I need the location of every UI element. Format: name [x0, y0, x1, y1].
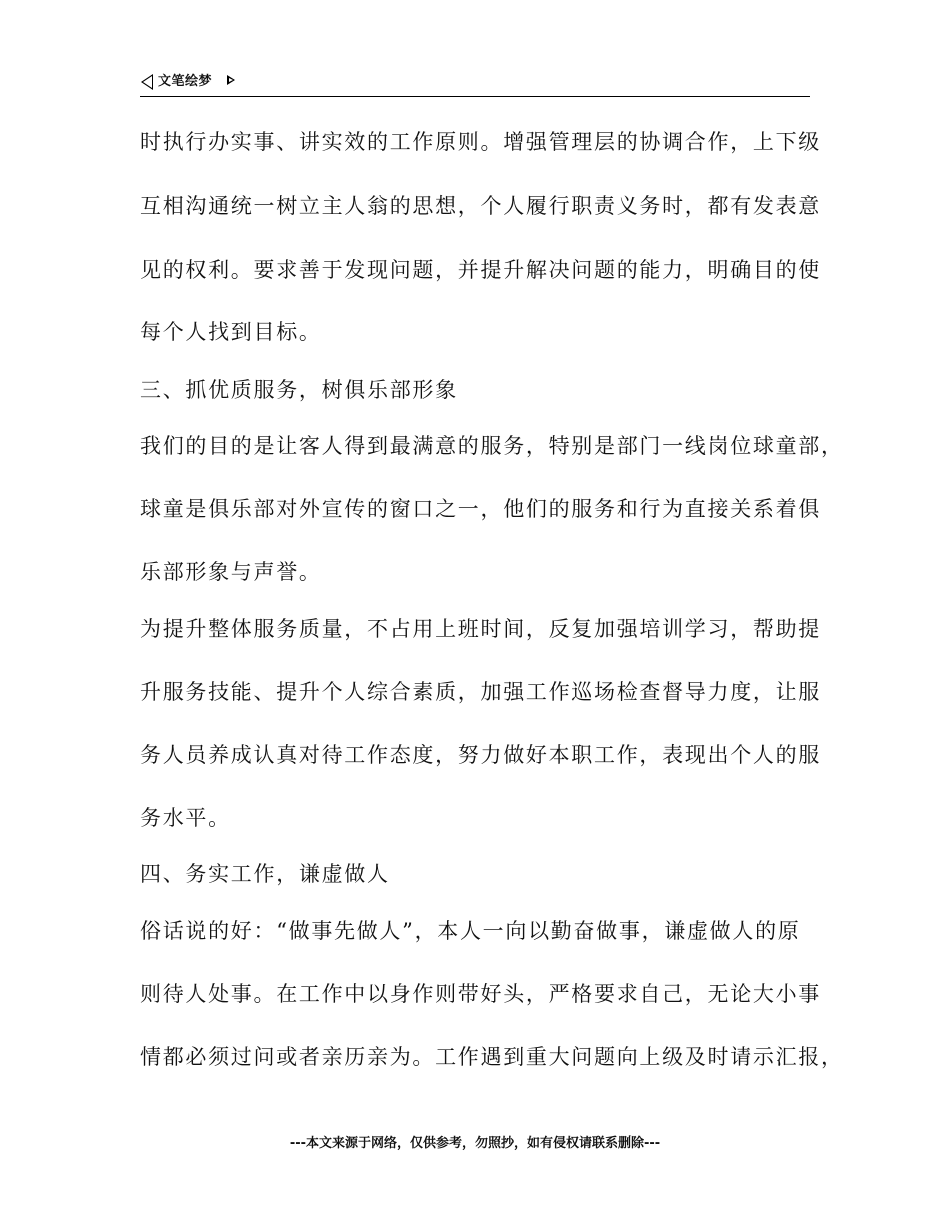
triangle-left-icon	[140, 74, 153, 90]
section-heading: 四、务实工作，谦虚做人	[140, 862, 390, 886]
page-footer: ---本文来源于网络，仅供参考，勿照抄，如有侵权请联系删除---	[289, 1136, 661, 1151]
section-heading: 三、抓优质服务，树俱乐部形象	[140, 378, 458, 402]
body-line: 互相沟通统一树立主人翁的思想，个人履行职责义务时，都有发表意	[140, 194, 821, 218]
body-line: 务人员养成认真对待工作态度，努力做好本职工作，表现出个人的服	[140, 743, 821, 767]
body-line: 则待人处事。在工作中以身作则带好头，严格要求自己，无论大小事	[140, 982, 821, 1006]
body-line: 升服务技能、提升个人综合素质，加强工作巡场检查督导力度，让服	[140, 680, 821, 704]
body-line: 球童是俱乐部对外宣传的窗口之一，他们的服务和行为直接关系着俱	[140, 497, 821, 521]
body-line: 为提升整体服务质量，不占用上班时间，反复加强培训学习，帮助提	[140, 617, 821, 641]
body-line: 时执行办实事、讲实效的工作原则。增强管理层的协调合作，上下级	[140, 130, 821, 154]
page-header	[140, 72, 810, 97]
body-line: 每个人找到目标。	[140, 320, 322, 344]
body-line: 乐部形象与声誉。	[140, 560, 322, 584]
body-line: 见的权利。要求善于发现问题，并提升解决问题的能力，明确目的使	[140, 258, 821, 282]
body-line: 我们的目的是让客人得到最满意的服务，特别是部门一线岗位球童部，	[140, 434, 844, 458]
header-brand: 文笔绘梦	[158, 74, 213, 89]
body-line: 务水平。	[140, 806, 231, 830]
body-line: 俗话说的好：“做事先做人”，本人一向以勤奋做事，谦虚做人的原	[140, 919, 801, 943]
body-line: 情都必须过问或者亲历亲为。工作遇到重大问题向上级及时请示汇报，	[140, 1045, 844, 1069]
